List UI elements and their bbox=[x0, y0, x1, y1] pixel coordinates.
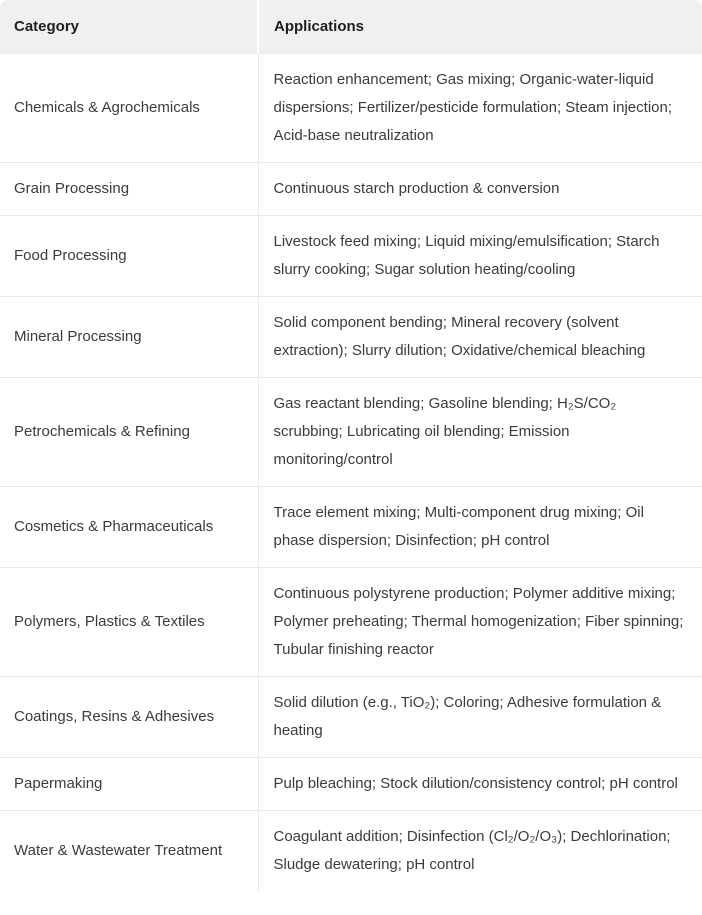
table-row bbox=[0, 677, 702, 758]
category-cell: Water & Wastewater Treatment bbox=[0, 811, 258, 892]
applications-cell: Livestock feed mixing; Liquid mixing/emulsification; Starch slurry cooking; Sugar solution heating/cooling bbox=[258, 216, 702, 297]
applications-cell: Reaction enhancement; Gas mixing; Organic-water-liquid dispersions; Fertilizer/pesticide formulation; Steam injection; Acid-base neutralization bbox=[258, 54, 702, 163]
table-header bbox=[0, 0, 702, 54]
applications-cell: Continuous starch production & conversion bbox=[258, 163, 702, 216]
applications-cell: Gas reactant blending; Gasoline blending; H₂S/CO₂ scrubbing; Lubricating oil blending; Emission monitoring/control bbox=[258, 378, 702, 487]
category-cell: Grain Processing bbox=[0, 163, 258, 216]
table-row bbox=[0, 487, 702, 568]
applications-cell: Solid component bending; Mineral recovery (solvent extraction); Slurry dilution; Oxidative/chemical bleaching bbox=[258, 297, 702, 378]
category-cell: Coatings, Resins & Adhesives bbox=[0, 677, 258, 758]
category-cell: Papermaking bbox=[0, 758, 258, 811]
category-cell: Chemicals & Agrochemicals bbox=[0, 54, 258, 163]
category-cell: Petrochemicals & Refining bbox=[0, 378, 258, 487]
applications-cell: Trace element mixing; Multi-component drug mixing; Oil phase dispersion; Disinfection; pH control bbox=[258, 487, 702, 568]
category-cell: Food Processing bbox=[0, 216, 258, 297]
table-row bbox=[0, 163, 702, 216]
table-row bbox=[0, 758, 702, 811]
header-row bbox=[0, 0, 702, 54]
table-row bbox=[0, 216, 702, 297]
applications-cell: Continuous polystyrene production; Polymer additive mixing; Polymer preheating; Thermal homogenization; Fiber spinning; Tubular finishing reactor bbox=[258, 568, 702, 677]
applications-cell: Coagulant addition; Disinfection (Cl₂/O₂/O₃); Dechlorination; Sludge dewatering; pH control bbox=[258, 811, 702, 892]
column-header-applications: Applications bbox=[258, 0, 702, 54]
table-row bbox=[0, 297, 702, 378]
table-row bbox=[0, 54, 702, 163]
category-cell: Mineral Processing bbox=[0, 297, 258, 378]
table-row bbox=[0, 378, 702, 487]
table-body bbox=[0, 54, 702, 892]
category-cell: Cosmetics & Pharmaceuticals bbox=[0, 487, 258, 568]
applications-cell: Pulp bleaching; Stock dilution/consistency control; pH control bbox=[258, 758, 702, 811]
category-cell: Polymers, Plastics & Textiles bbox=[0, 568, 258, 677]
table-row bbox=[0, 568, 702, 677]
column-header-category: Category bbox=[0, 0, 258, 54]
table-row bbox=[0, 811, 702, 892]
applications-cell: Solid dilution (e.g., TiO₂); Coloring; Adhesive formulation & heating bbox=[258, 677, 702, 758]
